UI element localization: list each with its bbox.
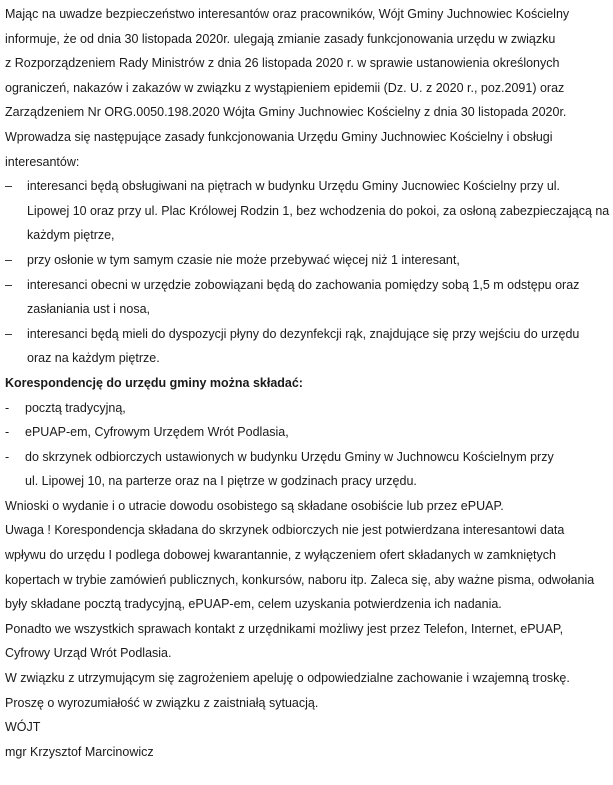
correspondence-heading: Korespondencję do urzędu gminy można składać: — [5, 375, 303, 390]
rule-item — [5, 322, 607, 371]
rule-item — [5, 174, 610, 248]
intro-line: Wprowadza się następujące zasady funkcjonowania Urzędu Gminy Juchnowiec Kościelny i obsługi — [5, 129, 553, 144]
correspondence-line: ul. Lipowej 10, na parterze oraz na I piętrze w godzinach pracy urzędu. — [25, 474, 417, 489]
signature-block — [5, 715, 607, 764]
signature-title: WÓJT — [5, 720, 41, 735]
intro-line: z Rozporządzeniem Rady Ministrów z dnia 26 listopada 2020 r. w sprawie ustanowienia określonych — [5, 56, 560, 71]
correspondence-line: ePUAP-em, Cyfrowym Urzędem Wrót Podlasia, — [25, 425, 289, 440]
closing-line: Wnioski o wydanie i o utracie dowodu osobistego są składane osobiście lub przez ePUAP. — [5, 498, 504, 513]
dash-marker: - — [5, 449, 10, 464]
closing-line: Cyfrowy Urząd Wrót Podlasia. — [5, 646, 172, 661]
closing-line: Ponadto we wszystkich sprawach kontakt z urzędnikami możliwy jest przez Telefon, Internet, ePUAP, — [5, 621, 564, 636]
rule-line: interesanci będą mieli do dyspozycji płyny do dezynfekcji rąk, znajdujące się przy wejściu do urzędu — [27, 326, 580, 341]
intro-line: Mając na uwadze bezpieczeństwo interesantów oraz pracowników, Wójt Gminy Juchnowiec Kościelny — [5, 7, 570, 21]
closing-line: wpływu do urzędu I podlega dobowej kwarantannie, z wyłączeniem ofert składanych w zamkniętych — [5, 548, 556, 563]
intro-line: informuje, że od dnia 30 listopada 2020r. ulegają zmianie zasady funkcjonowania urzędu w związku — [5, 31, 556, 46]
correspondence-list — [5, 396, 607, 494]
closing-line: kopertach w trybie zamówień publicznych, konkursów, naboru itp. Zaleca się, aby ważne pisma, odwołania — [5, 572, 595, 587]
rule-item — [5, 248, 607, 273]
dash-marker: – — [5, 252, 12, 267]
rule-line: oraz na każdym piętrze. — [27, 351, 160, 366]
rule-line: interesanci obecni w urzędzie zobowiązani będą do zachowania pomiędzy sobą 1,5 m odstępu oraz — [27, 277, 580, 292]
dash-marker: - — [5, 425, 10, 440]
closing-paragraph — [5, 494, 607, 715]
intro-paragraph — [5, 2, 607, 174]
signature-name: mgr Krzysztof Marcinowicz — [5, 744, 154, 759]
closing-line: W związku z utrzymującym się zagrożeniem apeluję o odpowiedzialne zachowanie i wzajemną troskę. — [5, 671, 570, 686]
closing-line: były składane pocztą tradycyjną, ePUAP-em, celem uzyskania potwierdzenia ich nadania. — [5, 597, 502, 612]
correspondence-line: pocztą tradycyjną, — [25, 400, 126, 415]
rule-line: przy osłonie w tym samym czasie nie może przebywać więcej niż 1 interesant, — [27, 252, 460, 267]
rule-line: każdym piętrze, — [27, 228, 115, 243]
correspondence-item — [5, 445, 607, 494]
intro-line: ograniczeń, nakazów i zakazów w związku z wystąpieniem epidemii (Dz. U. z 2020 r., poz.2091) oraz — [5, 80, 565, 95]
dash-marker: – — [5, 326, 12, 341]
rule-line: Lipowej 10 oraz przy ul. Plac Królowej Rodzin 1, bez wchodzenia do pokoi, za osłoną zabezpieczającą na — [27, 203, 610, 218]
correspondence-item — [5, 396, 607, 421]
closing-line: Uwaga ! Korespondencja składana do skrzynek odbiorczych nie jest potwierdzana interesantowi data — [5, 523, 565, 538]
correspondence-item — [5, 420, 607, 445]
dash-marker: - — [5, 400, 10, 415]
rule-line: interesanci będą obsługiwani na piętrach w budynku Urzędu Gminy Jucnowiec Kościelny przy ul. — [27, 179, 560, 194]
rules-list — [5, 174, 610, 371]
rule-line: zasłaniania ust i nosa, — [27, 302, 150, 317]
dash-marker: – — [5, 179, 12, 194]
intro-line: Zarządzeniem Nr ORG.0050.198.2020 Wójta Gminy Juchnowiec Kościelny z dnia 30 listopada 2020r. — [5, 105, 567, 120]
rule-item — [5, 273, 607, 322]
intro-line: interesantów: — [5, 154, 80, 169]
correspondence-line: do skrzynek odbiorczych ustawionych w budynku Urzędu Gminy w Juchnowcu Kościelnym przy — [25, 449, 554, 464]
closing-line: Proszę o wyrozumiałość w związku z zaistniałą sytuacją. — [5, 695, 319, 710]
dash-marker: – — [5, 277, 12, 292]
